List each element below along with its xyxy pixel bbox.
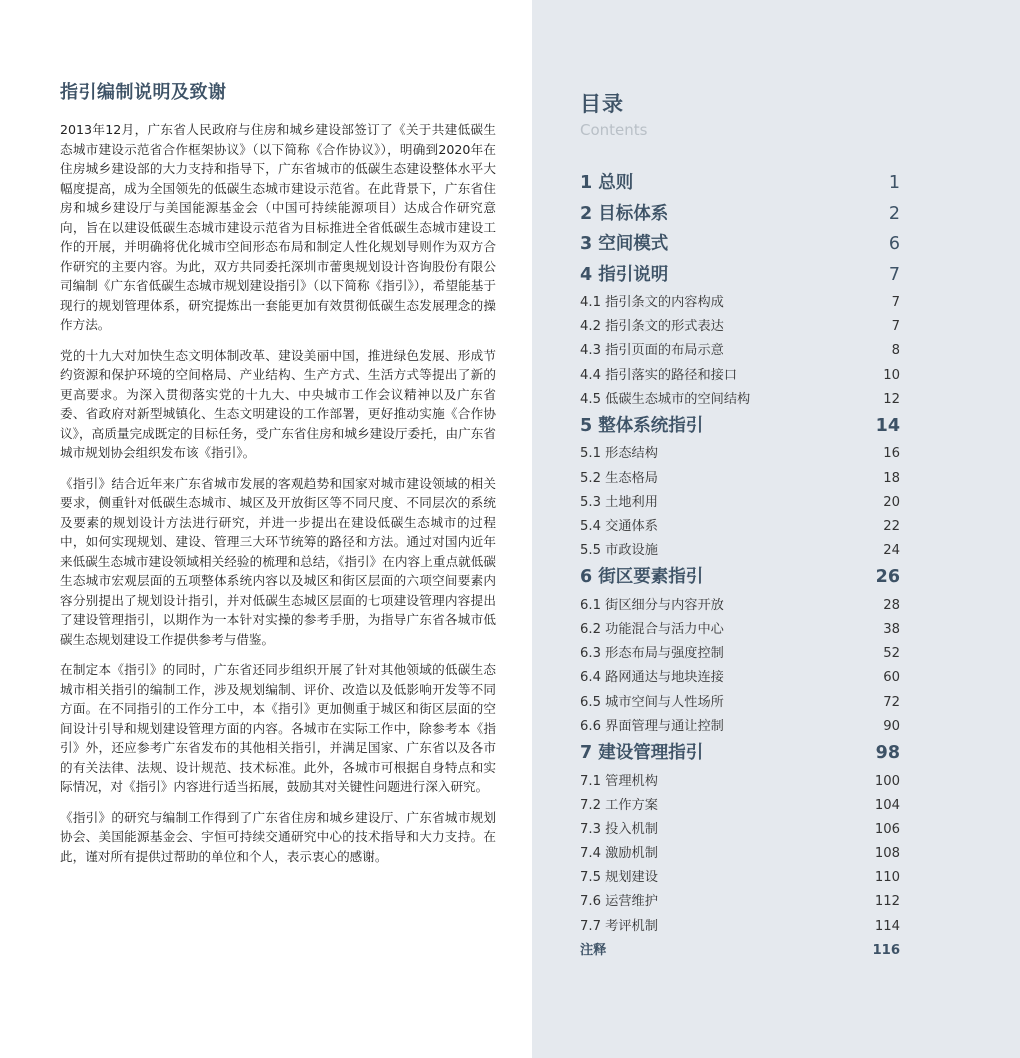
toc-label: 7.1 管理机构 [580,773,658,789]
toc-label: 6.1 街区细分与内容开放 [580,597,724,613]
toc-section[interactable] [580,795,910,819]
toc-notes[interactable] [580,940,910,964]
toc-section[interactable] [580,916,910,940]
toc-label: 3 空间模式 [580,234,669,254]
toc-chapter[interactable] [580,740,910,771]
toc-label: 5.3 土地利用 [580,494,658,510]
paragraph-5: 《指引》的研究与编制工作得到了广东省住房和城乡建设厅、广东省城市规划协会、美国能源基金会、宇恒可持续交通研究中心的技术指导和大力支持。在此，谨对所有提供过帮助的单位和个人，表示衷心的感谢。 [60,809,496,864]
toc-section[interactable] [580,595,910,619]
toc-page-number: 16 [883,446,900,462]
paragraph-4: 在制定本《指引》的同时，广东省还同步组织开展了针对其他领域的低碳生态城市相关指引的编制工作，涉及规划编制、评价、改造以及低影响开发等不同方面。在不同指引的工作分工中，本《指引》更加侧重于城区和街区层面的空间设计引导和规划建设管理方面的内容。各城市在实际工作中，除参考本《指引》外，还应参考广东省发布的其他相关指引，并满足国家、广东省以及各市的有关法律、法规、设计规范、技术标准。此外，各城市可根据自身特点和实际情况，对《指引》内容进行适当拓展，鼓励其对关键性问题进行深入研究。 [60,662,496,794]
toc-label: 4 指引说明 [580,264,669,285]
toc-page-number: 60 [883,670,900,686]
toc-chapter[interactable] [580,170,910,201]
toc-section[interactable] [580,771,910,795]
toc-page-number: 100 [874,773,900,789]
toc-page-number: 26 [875,567,900,588]
body-text [60,120,496,877]
toc-page-number: 6 [888,234,900,254]
toc-subtitle: Contents [580,121,648,139]
toc-label: 7.2 工作方案 [580,797,658,813]
toc-page-number: 1 [888,173,900,193]
toc-page-number: 106 [874,821,900,837]
toc-label: 6.3 形态布局与强度控制 [580,646,724,662]
toc-label: 4.2 指引条文的形式表达 [580,319,724,335]
toc-section[interactable] [580,365,910,389]
toc-section[interactable] [580,891,910,915]
toc-page-number: 20 [883,494,900,510]
toc-section[interactable] [580,443,910,467]
toc-label: 7.6 运营维护 [580,894,658,910]
toc-page-number: 24 [883,543,900,559]
toc-page-number: 22 [883,519,900,534]
toc-page-number: 98 [875,743,900,763]
toc-label: 1 总则 [580,173,634,193]
toc-section[interactable] [580,540,910,564]
toc-label: 6 街区要素指引 [580,567,704,588]
toc-page-number: 18 [883,470,900,486]
toc-page-number: 110 [874,870,900,886]
toc-page-number: 112 [874,894,900,910]
toc-page-number: 7 [888,264,900,285]
toc-label: 6.5 城市空间与人性场所 [580,694,724,710]
toc-page-number: 12 [883,391,900,407]
toc-page-number: 2 [888,203,900,224]
toc-label: 4.3 指引页面的布局示意 [580,343,724,359]
toc-page-number: 38 [883,622,900,638]
toc-page-number: 108 [874,846,900,862]
toc-page-number: 90 [883,718,900,734]
toc-section[interactable] [580,643,910,667]
page-heading: 指引编制说明及致谢 [60,82,227,103]
toc-page-number: 14 [875,415,900,436]
toc-section[interactable] [580,292,910,316]
toc-section[interactable] [580,492,910,516]
toc-label: 6.6 界面管理与通让控制 [580,718,724,734]
toc-page-number: 104 [874,797,900,813]
toc-section[interactable] [580,468,910,492]
toc-label: 5.4 交通体系 [580,519,658,534]
toc-section[interactable] [580,716,910,740]
toc-page-number: 72 [883,694,900,710]
toc-label: 4.4 指引落实的路径和接口 [580,367,738,383]
toc-section[interactable] [580,867,910,891]
toc-label: 2 目标体系 [580,203,669,224]
toc-section[interactable] [580,819,910,843]
toc-chapter[interactable] [580,262,910,293]
paragraph-1: 2013年12月，广东省人民政府与住房和城乡建设部签订了《关于共建低碳生态城市建设示范省合作框架协议》（以下简称《合作协议》），明确到2020年在住房城乡建设部的大力支持和指导下，广东省城市的低碳生态建设整体水平大幅度提高，成为全国领先的低碳生态城市建设示范省。在此背景下，广东省住房和城乡建设厅与美国能源基金会（中国可持续能源项目）达成合作研究意向，旨在以建设低碳生态城市建设示范省为目标推进全省低碳生态城市建设工作的开展，并明确将优化城市空间形态布局和制定人性化规划导则作为双方合作研究的主要内容。为此，双方共同委托深圳市蕾奥规划设计咨询股份有限公司编制《广东省低碳生态城市规划建设指引》（以下简称《指引》），希望能基于现行的规划管理体系，研究提炼出一套能更加有效贯彻低碳生态发展理念的操作方法。 [60,122,496,332]
toc-page-number: 52 [883,646,900,662]
toc-section[interactable] [580,340,910,364]
toc-section[interactable] [580,516,910,540]
toc-chapter[interactable] [580,413,910,444]
toc-title: 目录 [580,92,624,116]
toc-label: 6.2 功能混合与活力中心 [580,622,724,638]
toc-section[interactable] [580,389,910,413]
toc-section[interactable] [580,667,910,691]
toc-label: 5.1 形态结构 [580,446,658,462]
toc-label: 7.4 激励机制 [580,846,658,862]
toc-label: 7.3 投入机制 [580,821,658,837]
toc-page-number: 28 [883,597,900,613]
toc-page-number: 8 [891,343,900,359]
toc-label: 7.7 考评机制 [580,918,658,934]
toc-chapter[interactable] [580,231,910,262]
toc-section[interactable] [580,316,910,340]
toc-label: 5 整体系统指引 [580,415,704,436]
toc-page-number: 10 [883,367,900,383]
paragraph-3: 《指引》结合近年来广东省城市发展的客观趋势和国家对城市建设领域的相关要求，侧重针对低碳生态城市、城区及开放街区等不同尺度、不同层次的系统及要素的规划设计方法进行研究，并进一步提出在建设低碳生态城市的过程中，如何实现规划、建设、管理三大环节统筹的路径和方法。通过对国内近年来低碳生态城市建设领域相关经验的梳理和总结，《指引》在内容上重点就低碳生态城市宏观层面的五项整体系统内容以及城区和街区层面的六项空间要素内容分别提出了规划设计指引，并对低碳生态城区层面的七项建设管理内容提出了建设管理指引，以期作为一本针对实操的参考手册，为指导广东省各城市低碳生态规划建设工作提供参考与借鉴。 [60,475,496,647]
toc-label: 4.5 低碳生态城市的空间结构 [580,391,751,407]
toc-section[interactable] [580,692,910,716]
toc-label: 4.1 指引条文的内容构成 [580,295,724,310]
toc-label: 7.5 规划建设 [580,870,658,886]
toc-page-number: 114 [874,918,900,934]
toc-page-number: 116 [872,942,900,958]
toc-page-number: 7 [891,319,900,335]
toc-label: 注释 [580,942,607,958]
toc-chapter[interactable] [580,201,910,232]
toc-page-number: 7 [891,295,900,310]
toc-label: 5.5 市政设施 [580,543,658,559]
toc-section[interactable] [580,843,910,867]
toc-label: 5.2 生态格局 [580,470,658,486]
table-of-contents [580,170,910,964]
toc-section[interactable] [580,619,910,643]
toc-label: 6.4 路网通达与地块连接 [580,670,724,686]
paragraph-2: 党的十九大对加快生态文明体制改革、建设美丽中国，推进绿色发展、形成节约资源和保护环境的空间格局、产业结构、生产方式、生活方式等提出了新的更高要求。为深入贯彻落实党的十九大、中央城市工作会议精神以及广东省委、省政府对新型城镇化、生态文明建设的工作部署，更好推动实施《合作协议》，高质量完成既定的目标任务，受广东省住房和城乡建设厅委托，由广东省城市规划协会组织发布该《指引》。 [60,347,496,460]
toc-chapter[interactable] [580,564,910,595]
toc-label: 7 建设管理指引 [580,743,704,763]
